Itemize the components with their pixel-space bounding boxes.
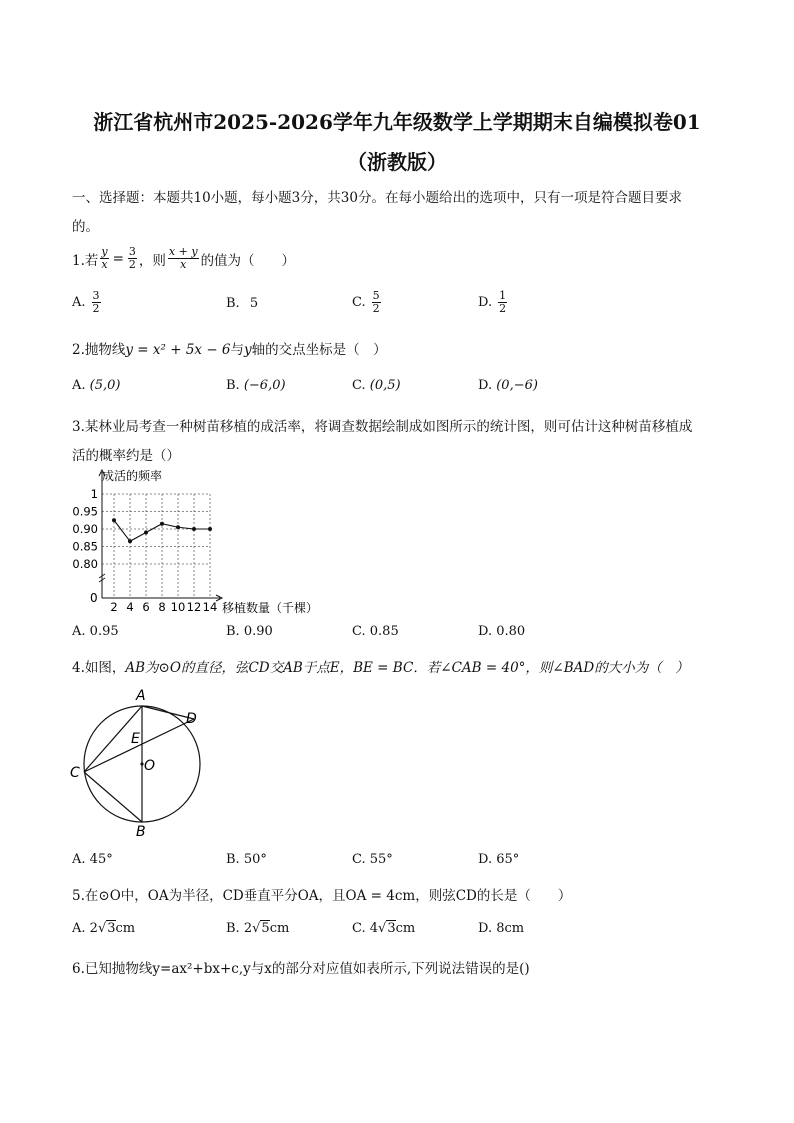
q2-option-d <box>478 378 538 393</box>
q1-frac3-num: x + y <box>168 245 198 258</box>
q5-option-a: A. 2√3cm <box>72 921 136 936</box>
q2-option-b <box>226 378 286 393</box>
option-label: B. <box>226 624 240 639</box>
option-label: A. <box>72 624 86 639</box>
option-label: A. <box>72 295 86 310</box>
q4-d-value: 65° <box>496 852 520 867</box>
q4-b-value: 50° <box>243 852 267 867</box>
q2-prefix: 2.抛物线 <box>72 342 126 358</box>
q4-c-value: 55° <box>369 852 393 867</box>
option-label: D. <box>478 378 493 393</box>
q3-b-value: 0.90 <box>243 624 273 639</box>
q5-c-coef: 4 <box>369 921 379 936</box>
q2-option-a <box>72 378 121 393</box>
q3-option-a <box>72 624 119 639</box>
q1-option-a <box>72 290 103 315</box>
q1-frac3-den: x <box>180 258 187 271</box>
option-label: C. <box>352 378 366 393</box>
data-point-1 <box>128 539 132 543</box>
q1-suffix: 的值为（ ） <box>200 252 296 269</box>
q1-a-den: 2 <box>92 302 100 315</box>
y-tick-label-2: 0.90 <box>72 522 98 536</box>
question-4 <box>72 656 689 676</box>
x-tick-label-3: 8 <box>158 600 166 614</box>
option-label: C. <box>352 624 366 639</box>
frequency-line-chart <box>70 466 340 616</box>
q1-frac1-num: y <box>101 245 108 258</box>
q5-b-unit: cm <box>269 921 290 936</box>
data-point-6 <box>208 527 212 531</box>
q5-option-d <box>478 921 524 936</box>
data-point-3 <box>160 522 164 526</box>
page-subtitle: （浙教版） <box>347 150 447 174</box>
label-d: D <box>186 711 197 727</box>
option-label: C. <box>352 295 366 310</box>
option-label: D. <box>478 921 493 936</box>
q5-option-b: B. 2√5cm <box>226 921 290 936</box>
q4-option-a <box>72 852 113 867</box>
circle-geometry-figure <box>62 684 222 842</box>
option-label: A. <box>72 852 86 867</box>
q1-b-value: 5 <box>249 296 259 311</box>
q2-d-value: (0,−6) <box>496 378 538 393</box>
option-label: D. <box>478 852 493 867</box>
page-title: 浙江省杭州市2025-2026学年九年级数学上学期期末自编模拟卷01 <box>93 110 701 134</box>
q2-a-value: (5,0) <box>89 378 121 393</box>
q3-d-value: 0.80 <box>496 624 526 639</box>
section-heading-line2: 的。 <box>72 219 99 235</box>
label-o: O <box>144 758 156 774</box>
q2-option-c <box>352 378 401 393</box>
x-tick-label-0: 2 <box>110 600 118 614</box>
option-label: D. <box>478 295 493 310</box>
q1-d-den: 2 <box>499 302 507 315</box>
q3-c-value: 0.85 <box>369 624 399 639</box>
question-6: 6.已知抛物线y=ax²+bx+c,y与x的部分对应值如表所示,下列说法错误的是() <box>72 961 530 977</box>
q5-option-c: C. 4√3cm <box>352 921 416 936</box>
label-b: B <box>136 824 146 840</box>
data-point-4 <box>176 525 180 529</box>
option-label: A. <box>72 378 86 393</box>
chart-x-axis-label: 移植数量（千棵） <box>222 601 319 615</box>
q5-c-radicand: 3 <box>387 921 396 936</box>
data-point-2 <box>144 531 148 535</box>
x-tick-label-5: 12 <box>186 600 202 614</box>
q5-c-unit: cm <box>395 921 416 936</box>
q4-option-b <box>226 852 267 867</box>
q1-c-num: 5 <box>372 289 380 302</box>
q5-a-radicand: 3 <box>107 921 116 936</box>
question-5: 5.在⊙O中，OA为半径，CD垂直平分OA，且OA = 4cm，则弦CD的长是（ ） <box>72 888 572 904</box>
q5-b-radicand: 5 <box>261 921 270 936</box>
q2-c-value: (0,5) <box>369 378 401 393</box>
q5-a-unit: cm <box>115 921 136 936</box>
question-2 <box>72 338 387 358</box>
label-a: A <box>136 688 146 704</box>
question-1 <box>72 246 295 271</box>
q1-equals: = <box>112 250 124 267</box>
question-3-line1: 3.某林业局考查一种树苗移植的成活率，将调查数据绘制成如图所示的统计图，则可估计这种树苗移植成 <box>72 419 693 435</box>
q1-option-a-fraction <box>92 290 101 315</box>
q3-a-value: 0.95 <box>89 624 119 639</box>
q1-d-num: 1 <box>499 289 507 302</box>
option-label: D. <box>478 624 493 639</box>
data-point-0 <box>112 518 116 522</box>
q1-fraction-y-over-x <box>100 246 108 271</box>
y-tick-label-4: 1 <box>90 487 98 501</box>
label-c: C <box>70 765 80 781</box>
option-label: B. <box>226 296 240 311</box>
chart-grid <box>102 494 210 598</box>
q1-prefix: 1.若 <box>72 252 99 269</box>
option-label: A. <box>72 921 86 936</box>
q1-frac2-den: 2 <box>128 258 136 271</box>
y-tick-label-1: 0.85 <box>72 539 98 554</box>
q4-a-value: 45° <box>89 852 113 867</box>
q1-mid: ，则 <box>138 252 166 269</box>
q5-d-value: 8cm <box>496 921 525 936</box>
q3-option-c <box>352 624 399 639</box>
q2-b-value: (−6,0) <box>243 378 286 393</box>
q4-option-c <box>352 852 393 867</box>
option-label: B. <box>226 378 240 393</box>
x-tick-label-1: 4 <box>126 600 134 614</box>
q2-suffix: 轴的交点坐标是（ ） <box>251 342 387 358</box>
q4-option-d <box>478 852 519 867</box>
q1-fraction-sum-over-x <box>168 246 199 271</box>
option-label: C. <box>352 921 366 936</box>
q1-option-c-fraction <box>372 290 381 315</box>
q1-option-b <box>226 296 258 311</box>
x-tick-label-2: 6 <box>142 600 150 614</box>
y-tick-label-3: 0.95 <box>72 504 98 519</box>
data-point-5 <box>192 527 196 531</box>
q2-mid: 与 <box>230 342 245 358</box>
option-label: B. <box>226 852 240 867</box>
label-e: E <box>131 731 140 747</box>
section-heading-line1: 一、选择题：本题共10小题，每小题3分，共30分。在每小题给出的选项中，只有一项是符合题目要求 <box>72 190 682 206</box>
option-label: C. <box>352 852 366 867</box>
chart-origin-label: 0 <box>90 591 98 605</box>
q2-var: y <box>244 342 252 358</box>
q1-option-d-fraction <box>498 290 507 315</box>
question-3-line2: 活的概率约是（） <box>72 448 180 464</box>
q4-text: AB为⊙O的直径，弦CD交AB于点E，BE = BC．若∠CAB = 40°，则∠BAD的大小为（ ） <box>125 660 689 676</box>
chart-y-axis-label: 成活的频率 <box>102 469 163 483</box>
q2-expression: y = x² + 5x − 6 <box>125 342 231 358</box>
q1-frac1-den: x <box>101 258 108 271</box>
q3-option-b <box>226 624 273 639</box>
q5-b-coef: 2 <box>243 921 253 936</box>
chart-axes <box>99 470 222 601</box>
q1-frac2-num: 3 <box>128 245 136 258</box>
q1-fraction-3-over-2 <box>128 246 137 271</box>
q4-prefix: 4.如图， <box>72 660 126 676</box>
q1-option-c <box>352 290 383 315</box>
q1-a-num: 3 <box>92 289 100 302</box>
option-label: B. <box>226 921 240 936</box>
q1-option-d <box>478 290 509 315</box>
y-tick-label-0: 0.80 <box>72 557 98 571</box>
x-tick-label-6: 14 <box>202 600 218 614</box>
q3-option-d <box>478 624 525 639</box>
q1-c-den: 2 <box>372 302 380 315</box>
x-tick-label-4: 10 <box>170 600 186 614</box>
q5-a-coef: 2 <box>89 921 98 936</box>
